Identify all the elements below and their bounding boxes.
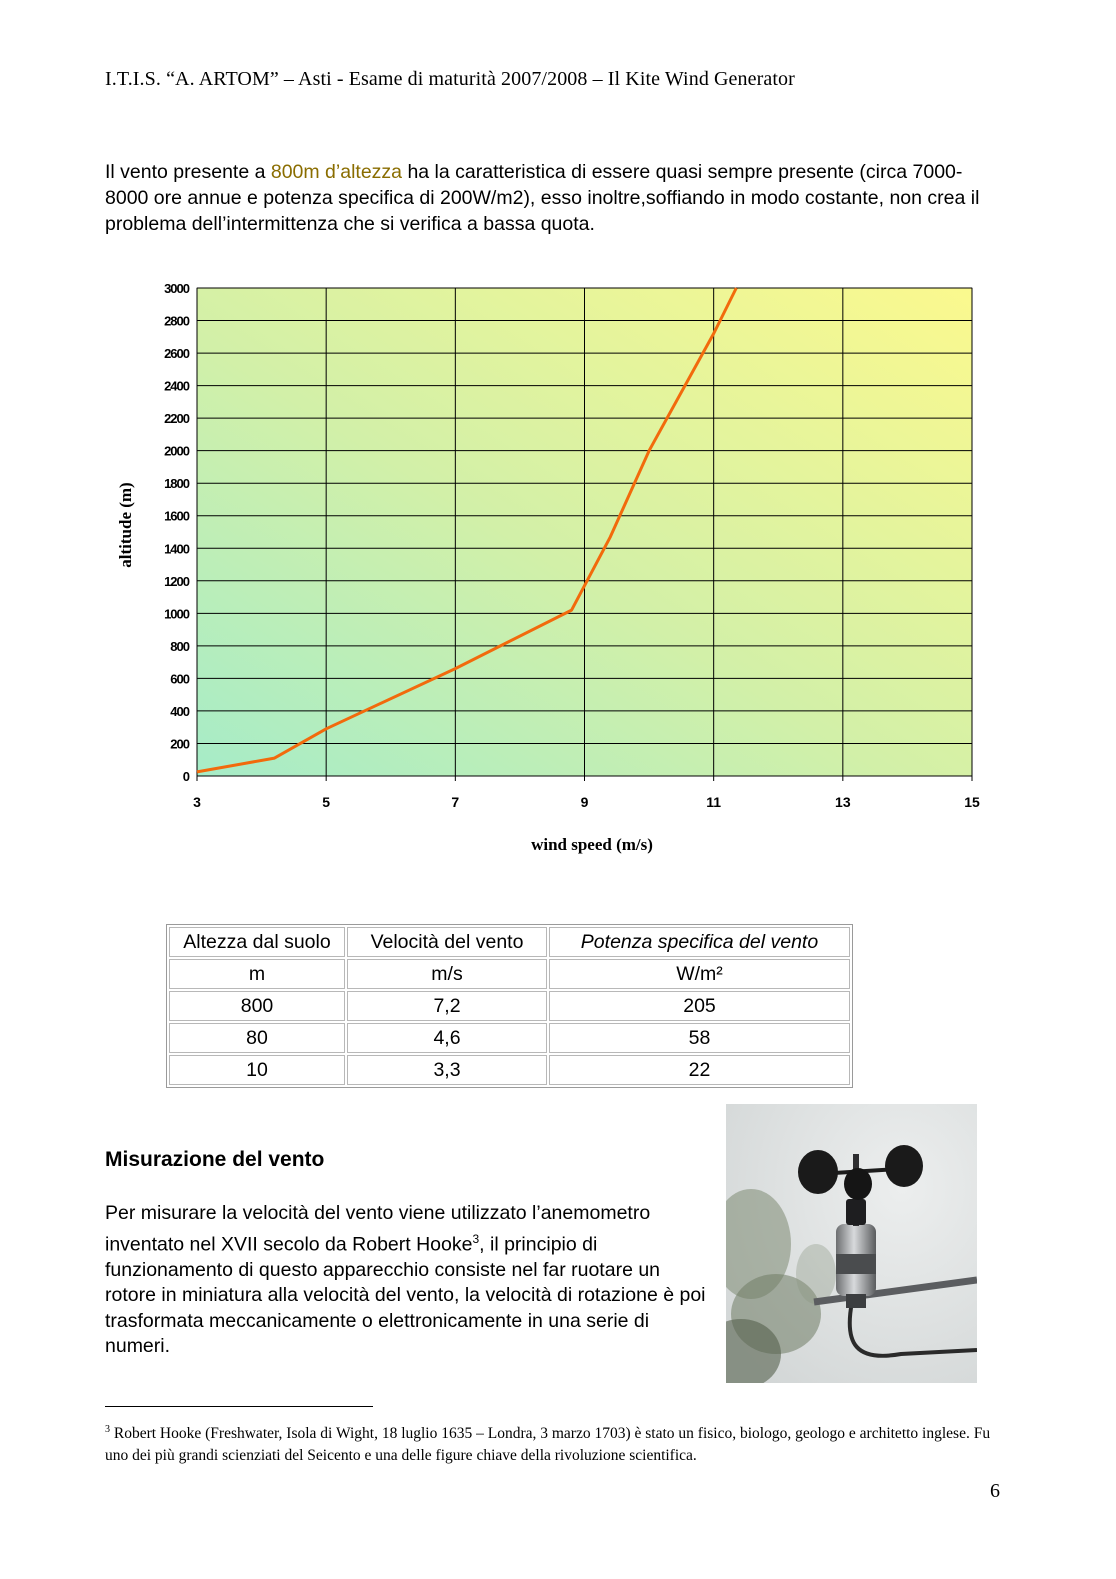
wind-data-table xyxy=(166,924,853,1088)
table-cell: 80 xyxy=(169,1023,345,1053)
table-cell: 10 xyxy=(169,1055,345,1085)
intro-paragraph xyxy=(105,159,985,237)
page-number: 6 xyxy=(990,1480,1000,1502)
para-text-before: Per misurare la velocità del vento viene utilizzato l’anemometro inventato nel XVII secolo da Robert Hooke xyxy=(105,1202,651,1255)
table-cell: 800 xyxy=(169,991,345,1021)
table-row xyxy=(169,1023,850,1053)
wind-altitude-chart xyxy=(100,270,1000,870)
y-tick-label: 200 xyxy=(170,736,189,752)
table-units-row xyxy=(169,959,850,989)
intro-text-before: Il vento presente a xyxy=(105,161,271,183)
table-row xyxy=(169,991,850,1021)
table-row xyxy=(169,1055,850,1085)
y-tick-label: 600 xyxy=(170,671,189,687)
table-cell: 58 xyxy=(549,1023,850,1053)
table-header-row xyxy=(169,927,850,957)
y-tick-label: 1800 xyxy=(164,476,189,492)
y-tick-label: 1200 xyxy=(164,573,189,589)
anemometer-photo xyxy=(726,1104,977,1383)
table-unit-cell: m xyxy=(169,959,345,989)
y-tick-label: 2400 xyxy=(164,378,189,394)
x-axis-label: wind speed (m/s) xyxy=(531,835,653,854)
x-tick-label: 7 xyxy=(451,794,460,810)
y-tick-label: 2600 xyxy=(164,346,189,362)
y-tick-label: 1000 xyxy=(164,606,189,622)
chart-svg xyxy=(100,270,1000,870)
y-tick-label: 400 xyxy=(170,703,189,719)
table-unit-cell: W/m² xyxy=(549,959,850,989)
y-tick-label: 2000 xyxy=(164,443,189,459)
y-tick-label: 2800 xyxy=(164,313,189,329)
section-title: Misurazione del vento xyxy=(105,1148,325,1171)
x-tick-label: 15 xyxy=(964,794,980,810)
table-unit-cell: m/s xyxy=(347,959,547,989)
y-tick-label: 0 xyxy=(182,769,189,784)
intro-text-after: ha la caratteristica di essere quasi sempre presente (circa 7000-8000 ore annue e potenza specifica di 200W/m2), esso inoltre,soffiando in modo costante, non crea il problema dell’intermittenza che si verifica a bassa quota. xyxy=(105,161,980,235)
x-tick-label: 9 xyxy=(580,794,589,810)
para-text-after: , il principio di funzionamento di questo apparecchio consiste nel far ruotare un rotore in miniatura alla velocità del vento, la velocità di rotazione è poi trasformata meccanicamente o elettronicamente in una serie di numeri. xyxy=(105,1233,706,1357)
y-tick-label: 1400 xyxy=(164,541,189,557)
footnote-text: Robert Hooke (Freshwater, Isola di Wight, 18 luglio 1635 – Londra, 3 marzo 1703) è stato un fisico, biologo, geologo e architetto inglese. Fu uno dei più grandi scienziati del Seicento e una delle figure chiave della rivoluzione scientifica. xyxy=(105,1425,991,1465)
table-header-cell: Altezza dal suolo xyxy=(169,927,345,957)
x-tick-label: 3 xyxy=(193,794,201,810)
table-cell: 22 xyxy=(549,1055,850,1085)
intro-highlight: 800m d’altezza xyxy=(270,161,403,183)
y-tick-labels xyxy=(164,281,190,784)
y-tick-label: 3000 xyxy=(164,281,189,296)
y-axis-label: altitude (m) xyxy=(116,482,135,568)
footnote xyxy=(105,1419,1005,1467)
x-tick-label: 5 xyxy=(322,794,331,810)
table-header-cell: Velocità del vento xyxy=(347,927,547,957)
x-tick-label: 13 xyxy=(835,794,851,810)
page-header: I.T.I.S. “A. ARTOM” – Asti - Esame di maturità 2007/2008 – Il Kite Wind Generator xyxy=(105,68,795,90)
footnote-divider xyxy=(105,1406,373,1407)
table-cell: 7,2 xyxy=(347,991,547,1021)
section-paragraph xyxy=(105,1201,715,1360)
table-cell: 4,6 xyxy=(347,1023,547,1053)
table-cell: 205 xyxy=(549,991,850,1021)
y-tick-label: 2200 xyxy=(164,411,189,427)
x-tick-labels xyxy=(193,794,980,810)
footnote-marker: 3 xyxy=(105,1424,110,1435)
table-header-cell: Potenza specifica del vento xyxy=(549,927,850,957)
table-cell: 3,3 xyxy=(347,1055,547,1085)
x-tick-label: 11 xyxy=(706,794,722,810)
footnote-reference: 3 xyxy=(472,1231,480,1246)
y-tick-label: 800 xyxy=(170,638,189,654)
y-tick-label: 1600 xyxy=(164,508,189,524)
